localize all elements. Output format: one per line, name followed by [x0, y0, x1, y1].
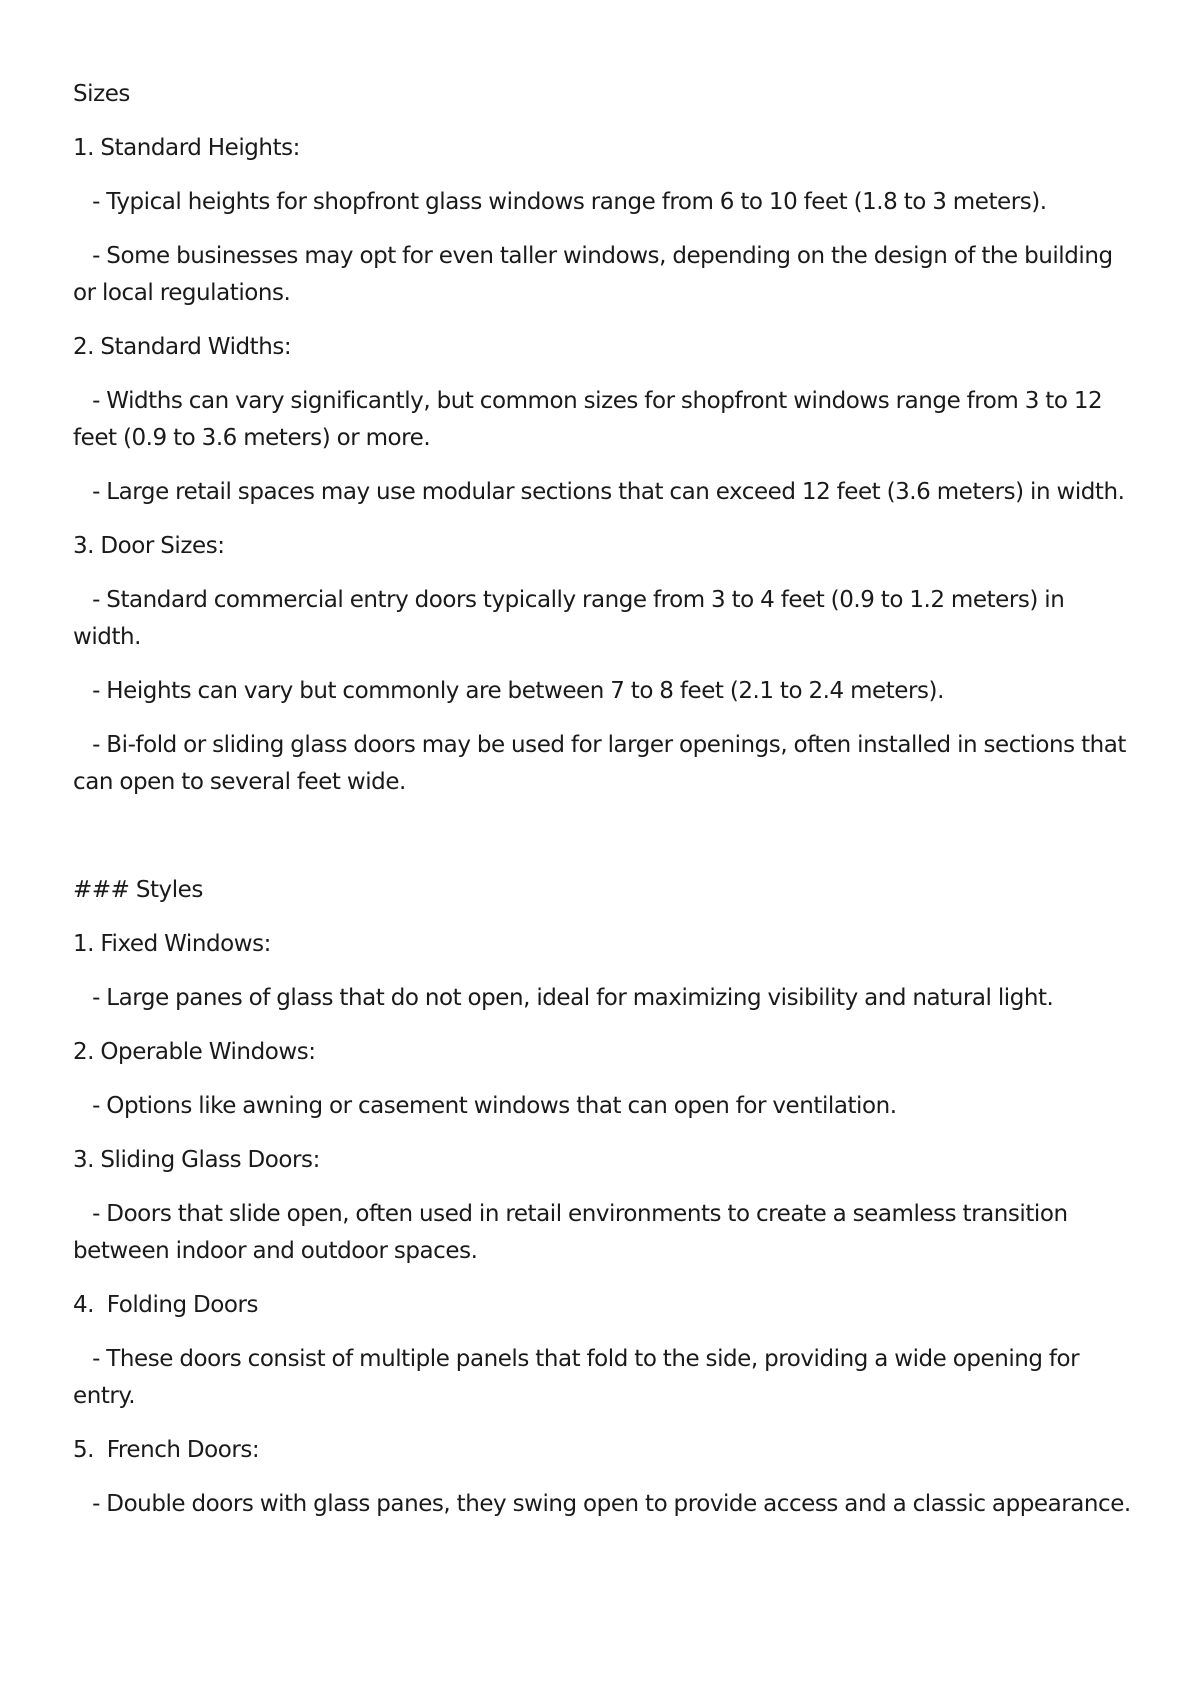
operable-windows-title: 2. Operable Windows: — [73, 1039, 316, 1065]
styles-heading: ### Styles — [73, 877, 203, 903]
door-sizes-bullet: - Heights can vary but commonly are between 7 to 8 feet (2.1 to 2.4 meters). — [73, 678, 944, 704]
fixed-windows-bullet: - Large panes of glass that do not open, ideal for maximizing visibility and natural light. — [73, 985, 1054, 1011]
door-sizes-bullet: - Bi-fold or sliding glass doors may be used for larger openings, often installed in sections that can open to several feet wide. — [73, 732, 1133, 795]
door-sizes-title: 3. Door Sizes: — [73, 533, 225, 559]
standard-heights-title: 1. Standard Heights: — [73, 135, 300, 161]
operable-windows-bullet: - Options like awning or casement windows that can open for ventilation. — [73, 1093, 897, 1119]
folding-doors-bullet: - These doors consist of multiple panels that fold to the side, providing a wide opening for entry. — [73, 1346, 1086, 1409]
standard-heights-bullet: - Typical heights for shopfront glass windows range from 6 to 10 feet (1.8 to 3 meters). — [73, 189, 1047, 215]
fixed-windows-title: 1. Fixed Windows: — [73, 931, 271, 957]
french-doors-title: 5. French Doors: — [73, 1437, 260, 1463]
section-spacer — [73, 818, 1138, 872]
folding-doors-title: 4. Folding Doors — [73, 1292, 259, 1318]
standard-widths-bullet: - Large retail spaces may use modular sections that can exceed 12 feet (3.6 meters) in width. — [73, 479, 1125, 505]
door-sizes-bullet: - Standard commercial entry doors typically range from 3 to 4 feet (0.9 to 1.2 meters) in width. — [73, 587, 1071, 650]
sizes-heading: Sizes — [73, 81, 130, 107]
french-doors-bullet: - Double doors with glass panes, they swing open to provide access and a classic appearance. — [73, 1491, 1131, 1517]
document-body — [73, 76, 1138, 1540]
standard-widths-title: 2. Standard Widths: — [73, 334, 292, 360]
sliding-glass-doors-bullet: - Doors that slide open, often used in retail environments to create a seamless transition between indoor and outdoor spaces. — [73, 1201, 1074, 1264]
standard-widths-bullet: - Widths can vary significantly, but common sizes for shopfront windows range from 3 to 12 feet (0.9 to 3.6 meters) or more. — [73, 388, 1109, 451]
sliding-glass-doors-title: 3. Sliding Glass Doors: — [73, 1147, 320, 1173]
standard-heights-bullet: - Some businesses may opt for even taller windows, depending on the design of the building or local regulations. — [73, 243, 1119, 306]
